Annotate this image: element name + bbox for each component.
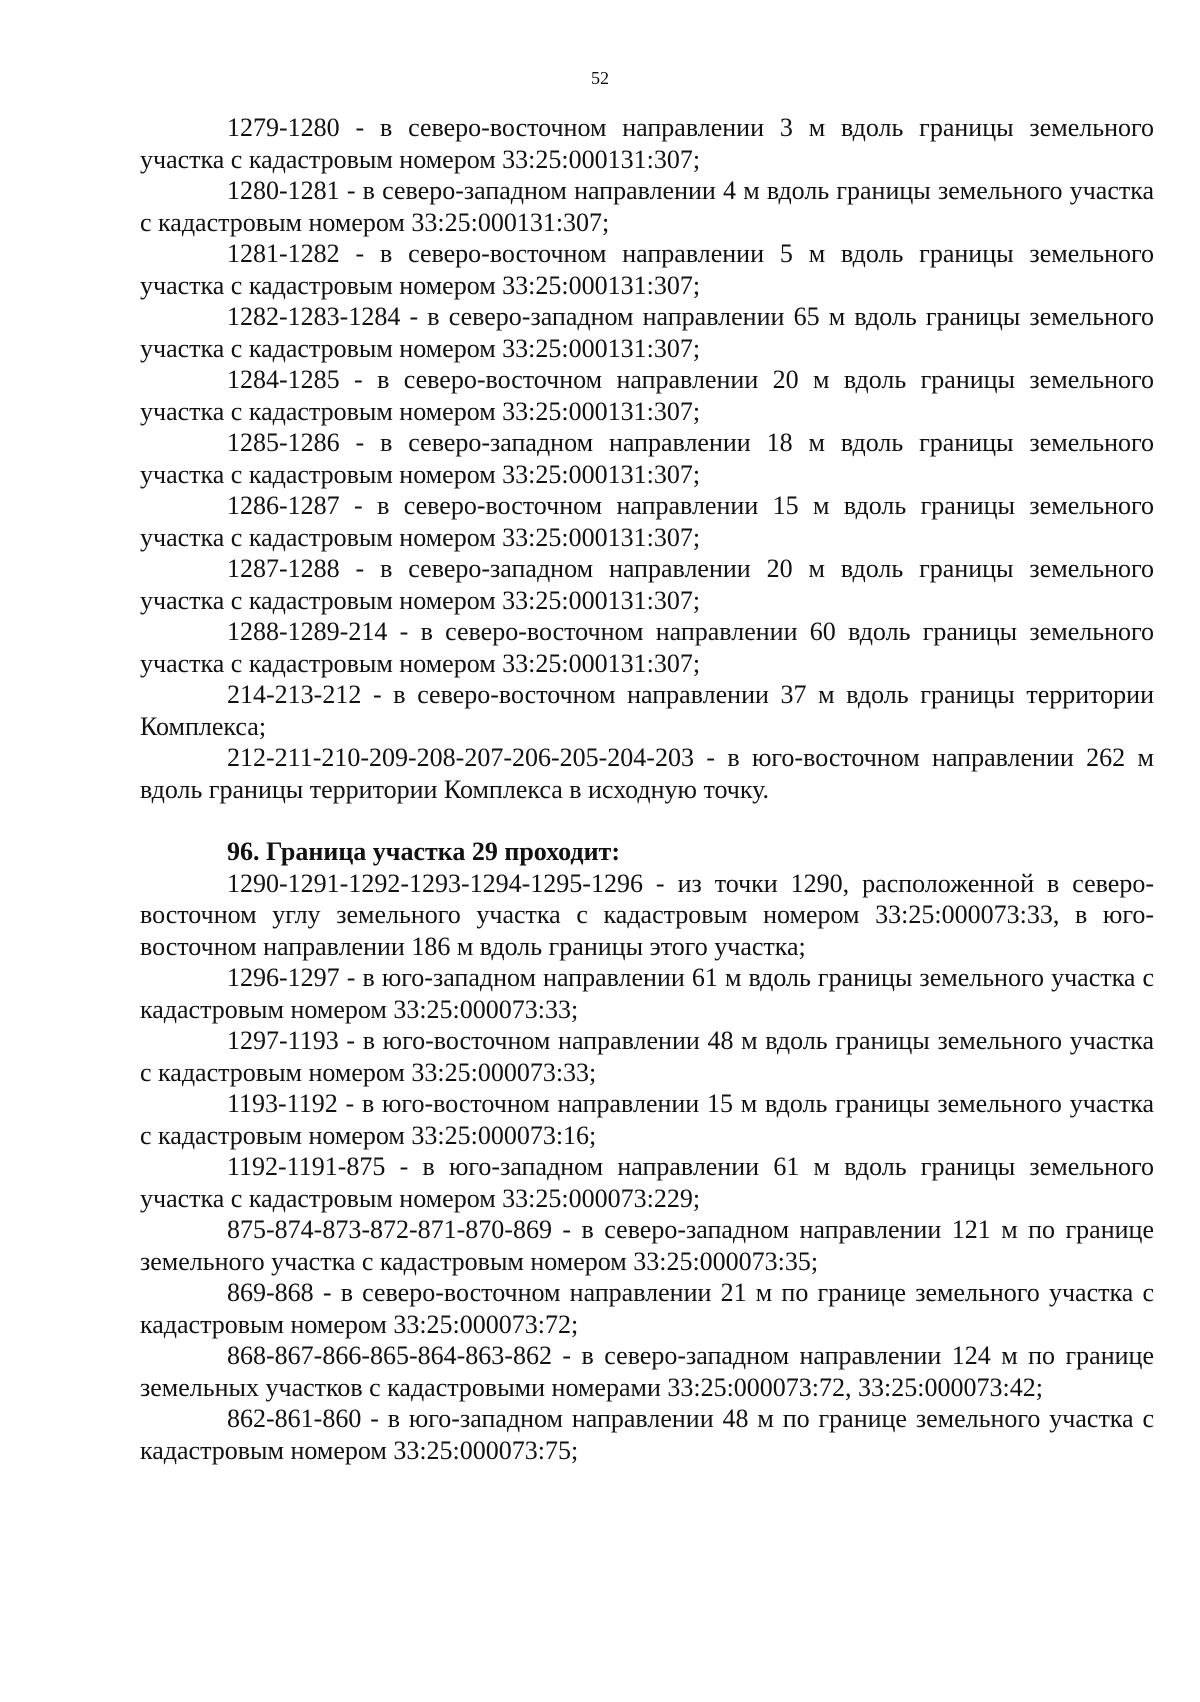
boundary-paragraph: 1290-1291-1292-1293-1294-1295-1296 - из точки 1290, расположенной в северо-восточном углу земельного участка с кадастровым номером 33:25:000073:33, в юго-восточном направлении 186 м вдоль границы этого участка; bbox=[140, 868, 1154, 961]
boundary-paragraph: 862-861-860 - в юго-западном направлении 48 м по границе земельного участка с кадастровым номером 33:25:000073:75; bbox=[140, 1404, 1154, 1465]
boundary-paragraph: 1287-1288 - в северо-западном направлении 20 м вдоль границы земельного участка с кадастровым номером 33:25:000131:307; bbox=[140, 554, 1154, 615]
boundary-paragraph: 1296-1297 - в юго-западном направлении 61 м вдоль границы земельного участка с кадастровым номером 33:25:000073:33; bbox=[140, 963, 1154, 1024]
boundary-paragraph: 214-213-212 - в северо-восточном направлении 37 м вдоль границы территории Комплекса; bbox=[140, 680, 1154, 741]
boundary-paragraph: 1284-1285 - в северо-восточном направлении 20 м вдоль границы земельного участка с кадастровым номером 33:25:000131:307; bbox=[140, 365, 1154, 426]
boundary-paragraph: 1286-1287 - в северо-восточном направлении 15 м вдоль границы земельного участка с кадастровым номером 33:25:000131:307; bbox=[140, 491, 1154, 552]
boundary-paragraph: 1288-1289-214 - в северо-восточном направлении 60 вдоль границы земельного участка с кадастровым номером 33:25:000131:307; bbox=[140, 617, 1154, 678]
boundary-paragraph: 868-867-866-865-864-863-862 - в северо-западном направлении 124 м по границе земельных участков с кадастровыми номерами 33:25:000073:72, 33:25:000073:42; bbox=[140, 1341, 1154, 1402]
boundary-paragraph: 1192-1191-875 - в юго-западном направлении 61 м вдоль границы земельного участка с кадастровым номером 33:25:000073:229; bbox=[140, 1152, 1154, 1213]
section-heading: 96. Граница участка 29 проходит: bbox=[227, 837, 620, 866]
boundary-paragraph: 1285-1286 - в северо-западном направлении 18 м вдоль границы земельного участка с кадастровым номером 33:25:000131:307; bbox=[140, 428, 1154, 489]
boundary-paragraph: 1281-1282 - в северо-восточном направлении 5 м вдоль границы земельного участка с кадастровым номером 33:25:000131:307; bbox=[140, 239, 1154, 300]
boundary-paragraph: 1297-1193 - в юго-восточном направлении 48 м вдоль границы земельного участка с кадастровым номером 33:25:000073:33; bbox=[140, 1026, 1154, 1087]
boundary-paragraph: 1279-1280 - в северо-восточном направлении 3 м вдоль границы земельного участка с кадастровым номером 33:25:000131:307; bbox=[140, 113, 1154, 174]
boundary-paragraph: 875-874-873-872-871-870-869 - в северо-западном направлении 121 м по границе земельного участка с кадастровым номером 33:25:000073:35; bbox=[140, 1215, 1154, 1276]
document-body bbox=[140, 112, 1154, 1466]
boundary-paragraph: 1193-1192 - в юго-восточном направлении 15 м вдоль границы земельного участка с кадастровым номером 33:25:000073:16; bbox=[140, 1089, 1154, 1150]
page-number: 52 bbox=[591, 68, 609, 88]
boundary-paragraph: 1280-1281 - в северо-западном направлении 4 м вдоль границы земельного участка с кадастровым номером 33:25:000131:307; bbox=[140, 176, 1154, 237]
boundary-paragraph: 1282-1283-1284 - в северо-западном направлении 65 м вдоль границы земельного участка с кадастровым номером 33:25:000131:307; bbox=[140, 302, 1154, 363]
boundary-paragraph: 212-211-210-209-208-207-206-205-204-203 - в юго-восточном направлении 262 м вдоль границы территории Комплекса в исходную точку. bbox=[140, 743, 1154, 804]
boundary-paragraph: 869-868 - в северо-восточном направлении 21 м по границе земельного участка с кадастровым номером 33:25:000073:72; bbox=[140, 1278, 1154, 1339]
